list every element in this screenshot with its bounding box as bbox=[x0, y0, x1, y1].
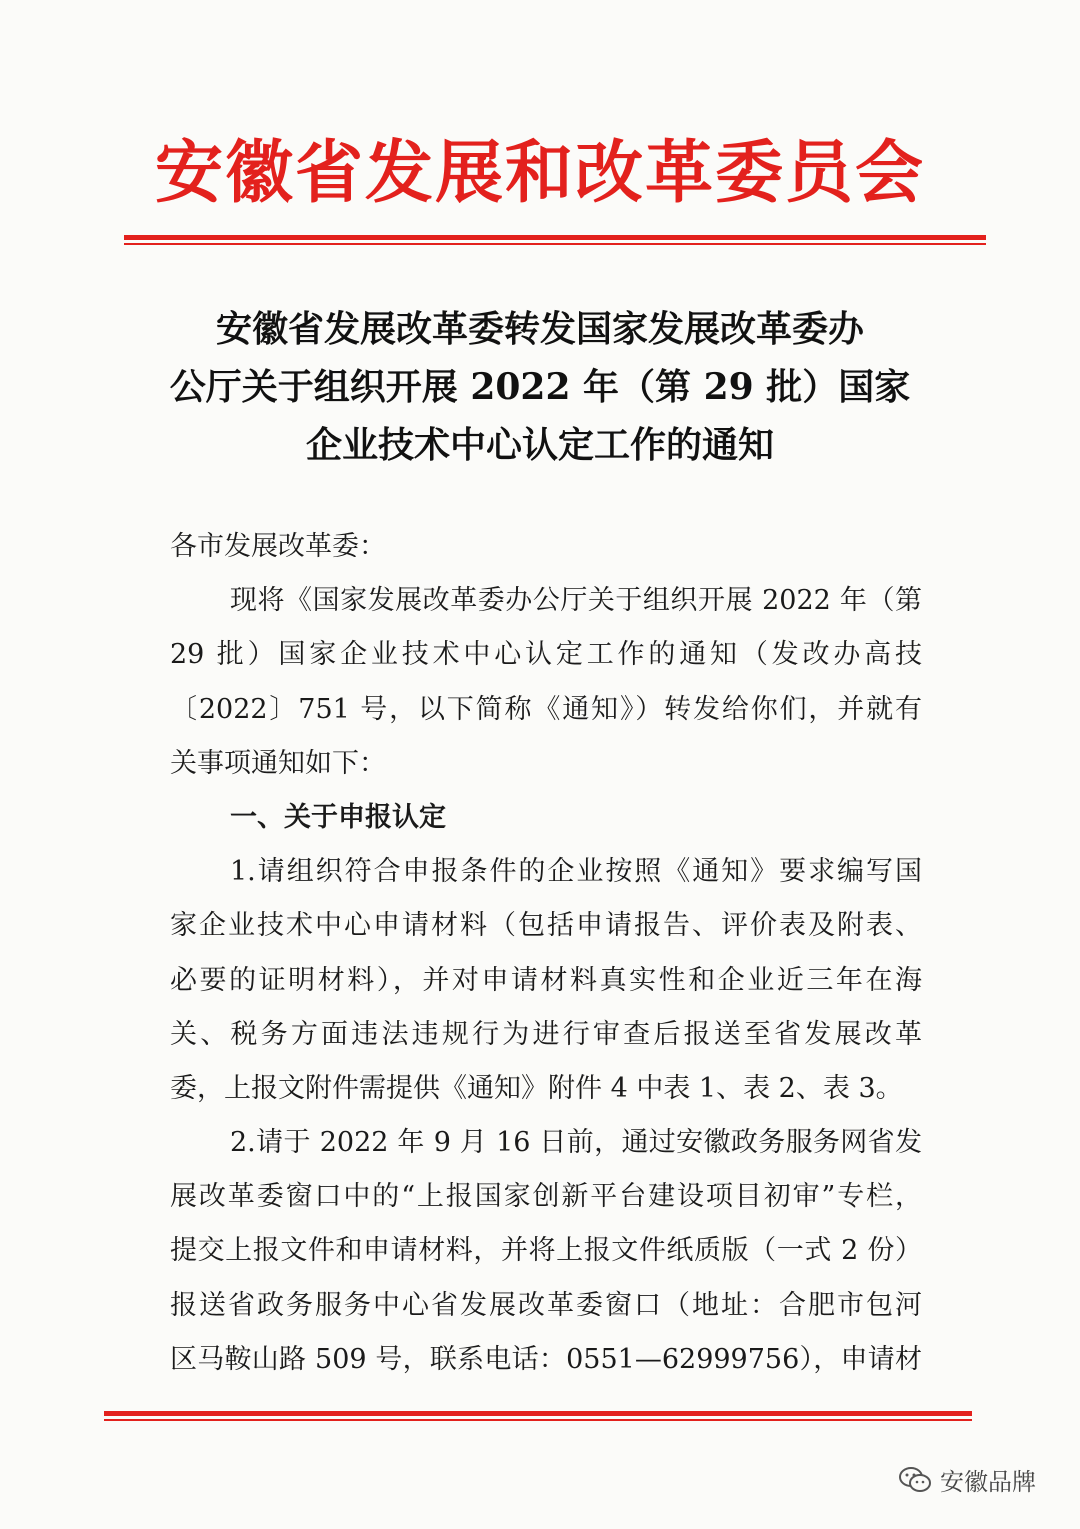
footer-red-rule bbox=[104, 1411, 972, 1416]
paragraph-line: 〔2022〕751 号，以下简称《通知》）转发给你们，并就有 bbox=[170, 693, 922, 725]
wechat-icon bbox=[898, 1466, 932, 1494]
item2-line: 提交上报文件和申请材料，并将上报文件纸质版（一式 2 份） bbox=[170, 1235, 922, 1267]
item1-line: 必要的证明材料），并对申请材料真实性和企业近三年在海 bbox=[170, 964, 922, 996]
organization-header: 安徽省发展和改革委员会 bbox=[154, 133, 925, 213]
item1-line: 委，上报文附件需提供《通知》附件 4 中表 1、表 2、表 3。 bbox=[170, 1072, 903, 1104]
footer-red-rule-thin bbox=[104, 1419, 972, 1421]
paragraph-line: 现将《国家发展改革委办公厅关于组织开展 2022 年（第 bbox=[230, 585, 922, 617]
watermark-text: 安徽品牌 bbox=[940, 1468, 1036, 1496]
item2-line: 展改革委窗口中的“上报国家创新平台建设项目初审”专栏， bbox=[170, 1181, 922, 1213]
document-title bbox=[120, 300, 960, 474]
item2-line: 2.请于 2022 年 9 月 16 日前，通过安徽政务服务网省发 bbox=[230, 1127, 922, 1159]
watermark bbox=[898, 1462, 1036, 1497]
title-line: 企业技术中心认定工作的通知 bbox=[305, 424, 774, 466]
item1-line: 1.请组织符合申报条件的企业按照《通知》要求编写国 bbox=[230, 856, 922, 888]
item1-line: 家企业技术中心申请材料（包括申请报告、评价表及附表、 bbox=[170, 910, 922, 942]
item1-line: 关、税务方面违法违规行为进行审查后报送至省发展改革 bbox=[170, 1018, 922, 1050]
title-line: 安徽省发展改革委转发国家发展改革委办 bbox=[215, 308, 864, 350]
document-body bbox=[170, 520, 922, 1387]
item2-line: 区马鞍山路 509 号，联系电话：0551—62999756），申请材 bbox=[170, 1343, 922, 1375]
paragraph-line: 29 批）国家企业技术中心认定工作的通知（发改办高技 bbox=[170, 639, 922, 671]
item2-line: 报送省政务服务中心省发展改革委窗口（地址：合肥市包河 bbox=[170, 1289, 922, 1321]
section-heading: 一、关于申报认定 bbox=[230, 801, 446, 833]
header-red-rule bbox=[124, 235, 986, 240]
salutation: 各市发展改革委： bbox=[170, 531, 386, 562]
title-line: 公厅关于组织开展 2022 年（第 29 批）国家 bbox=[169, 366, 911, 408]
header-red-rule-thin bbox=[124, 243, 986, 245]
paragraph-line: 关事项通知如下： bbox=[170, 747, 386, 779]
